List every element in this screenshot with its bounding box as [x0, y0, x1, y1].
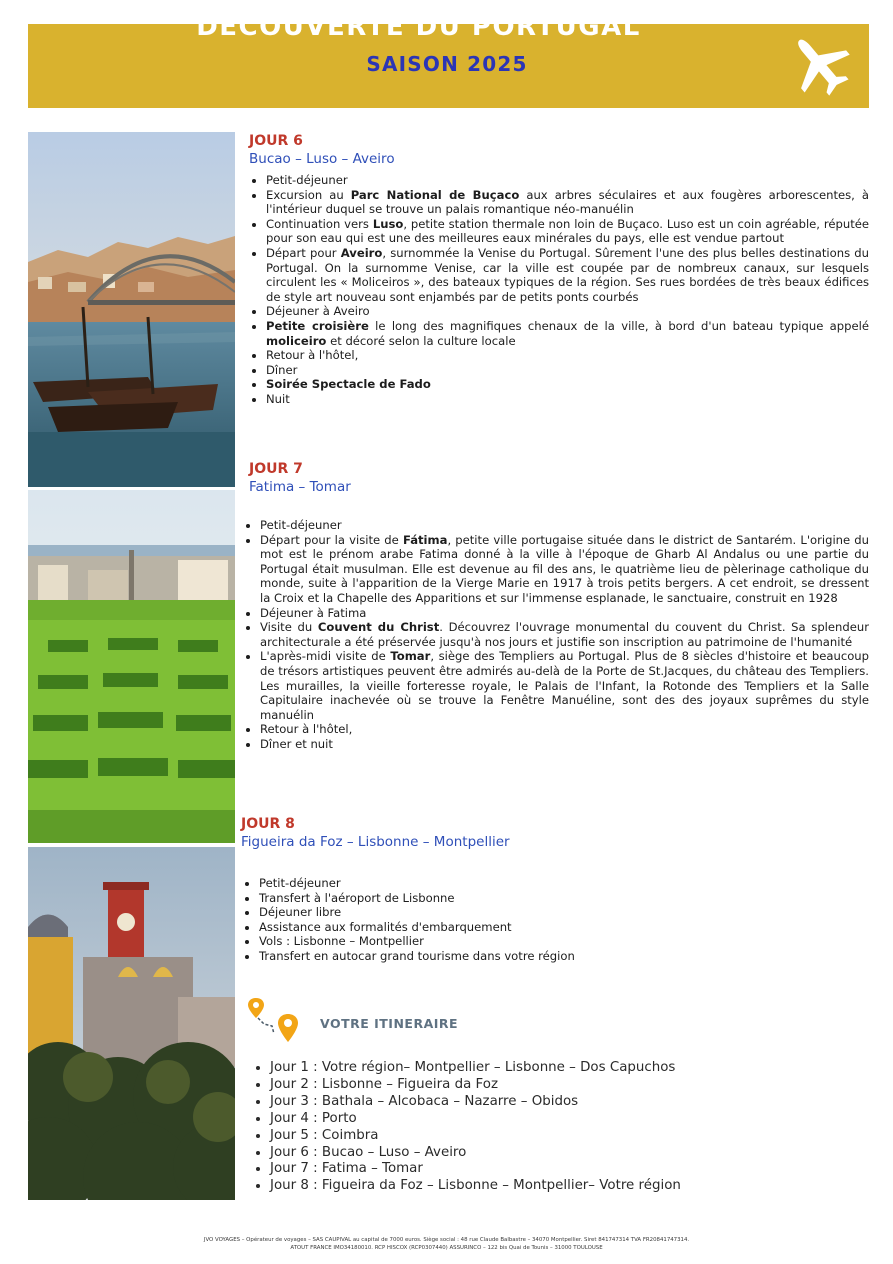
activity-text: Transfert en autocar grand tourisme dans votre région [259, 948, 575, 963]
lisbon-park-photo [28, 490, 235, 843]
activity-item [259, 934, 859, 949]
activity-text: Dîner et nuit [260, 736, 333, 751]
activity-highlight: Luso [372, 216, 404, 231]
activity-item [266, 173, 869, 188]
activity-text: Petit-déjeuner [266, 173, 348, 187]
activity-item [266, 377, 869, 392]
itinerary-item: • Jour 7 : Fatima – Tomar [270, 1161, 681, 1178]
activity-text: Continuation vers [266, 216, 373, 231]
activity-text: Dîner [266, 362, 298, 377]
day-8-title: JOUR 8 [241, 816, 295, 832]
activity-item [266, 319, 869, 348]
activity-highlight: Fátima [402, 532, 448, 547]
activity-text: , siège des Templiers au Portugal. Plus de 8 siècles d'histoire et beaucoup de trésors artistiques peuvent être admirés au-delà de la Porte de St.Jacques, du château des Templiers. Les murailles, la vieille forteresse royale, le Palais de l'Infant, la Rotonde des Templiers et la Salle Capitulaire inachevée où se trouve la Fenêtre Manuéline, sont des des joyaux suprêmes du style manuélin [260, 649, 869, 722]
activity-highlight: moliceiro [266, 333, 327, 348]
itinerary-item: • Jour 5 : Coimbra [270, 1128, 681, 1145]
activity-text: . Découvrez l'ouvrage monumental du couvent du Christ. Sa splendeur architecturale a été préservée jusqu'à nos jours et justifie son inscription au patrimoine de l'humanité [260, 620, 869, 649]
activity-text: Retour à l'hôtel, [266, 348, 359, 363]
activity-text: L'après-midi visite de [260, 649, 391, 664]
activity-text: le long des magnifiques chenaux de la ville, à bord d'un bateau typique appelé [368, 318, 869, 333]
activity-text: Vols : Lisbonne – Montpellier [259, 934, 424, 949]
activity-item [260, 533, 869, 606]
activity-item [260, 518, 869, 533]
activity-item [266, 348, 869, 363]
activity-text: , petite ville portugaise située dans le district de Santarém. L'origine du mot est le prénom arabe Fatima donné à la ville à l'époque de Gharb Al Andalus ou une partie du Portugal était musulman. Elle est devenue au fil des ans, le quatrième lieu de pèlerinage catholique du monde, suite à l'apparition de la Vierge Marie en 1917 à trois petits bergers. A cet endroit, se dressent la Croix et la Chapelle des Apparitions et sur l'immense esplanade, le sanctuaire, construit en 1928 [260, 532, 869, 605]
activity-item [266, 363, 869, 378]
footer-line-1: JVO VOYAGES – Opérateur de voyages – SAS CAUPIVAL au capital de 7000 euros. Siège social : 48 rue Claude Balbastre – 34070 Montpellier. Siret 84174731​4 TVA FR20841747314. [203, 1237, 690, 1243]
activity-text: Petit-déjeuner [259, 876, 341, 890]
activity-item [266, 217, 869, 246]
airplane-icon [782, 30, 858, 100]
activity-text: Assistance aux formalités d'embarquement [259, 919, 512, 934]
page-title: DECOUVERTE DU PORTUGAL [196, 12, 641, 42]
day-7-title: JOUR 7 [249, 461, 303, 477]
activity-item [260, 620, 869, 649]
activity-highlight: Parc National de Buçaco [350, 187, 520, 202]
activity-text: Déjeuner libre [259, 905, 342, 920]
itinerary-item: • Jour 6 : Bucao – Luso – Aveiro [270, 1145, 681, 1162]
activity-item [259, 891, 859, 906]
activity-highlight: Soirée Spectacle de Fado [266, 377, 431, 392]
itinerary-item: • Jour 1 : Votre région– Montpellier – Lisbonne – Dos Capuchos [270, 1060, 681, 1077]
itinerary-list [252, 1060, 681, 1195]
route-pin-icon [248, 996, 304, 1046]
sintra-palace-photo [28, 847, 235, 1200]
day-6-route: Bucao – Luso – Aveiro [249, 151, 395, 167]
footer-line-2: ATOUT FRANCE IMO34180010. RCP HISCOX (RCP0307440) ASSURINCO – 122 bis Quai de Tounis – 31000 TOULOUSE [290, 1245, 603, 1251]
activity-text: , surnommée la Venise du Portugal. Sûrement l'une des plus belles destinations du Portugal. On la surnomme Venise, car la ville est coupée par de nombreux canaux, sur lesquels circulent les « Moliceiros », des bateaux typiques de la région. Ses rues bordées de très beaux édifices de style art nouveau sont enjambés par de petits ponts courbés [266, 245, 869, 304]
activity-text: Départ pour la visite de [260, 532, 403, 547]
activity-item [260, 649, 869, 722]
activity-text: et décoré selon la culture locale [326, 333, 516, 348]
activity-highlight: Couvent du Christ [317, 620, 440, 635]
activity-text: Retour à l'hôtel, [260, 722, 353, 737]
activity-item [259, 949, 859, 964]
day-8-route: Figueira da Foz – Lisbonne – Montpellier [241, 834, 510, 850]
activity-text: Visite du [260, 620, 318, 635]
activity-highlight: Aveiro [340, 245, 383, 260]
activity-text: aux arbres séculaires et aux fougères arborescentes, à l'intérieur duquel se trouve un palais romantique néo-manuélin [266, 187, 870, 217]
activity-text: Déjeuner à Fatima [260, 605, 367, 620]
day-6-activities [248, 173, 869, 407]
activity-item [259, 920, 859, 935]
activity-text: Départ pour [266, 245, 341, 260]
activity-text: Nuit [266, 391, 290, 406]
activity-item [260, 722, 869, 737]
day-8-activities [241, 876, 859, 964]
activity-item [259, 905, 859, 920]
activity-item [260, 606, 869, 621]
day-6-title: JOUR 6 [249, 133, 303, 149]
porto-photo [28, 132, 235, 487]
activity-item [266, 304, 869, 319]
activity-item [259, 876, 859, 891]
activity-text: Transfert à l'aéroport de Lisbonne [259, 890, 455, 905]
day-7-route: Fatima – Tomar [249, 479, 351, 495]
activity-item [260, 737, 869, 752]
footer-legal [0, 1236, 893, 1252]
activity-highlight: Petite croisière [266, 318, 369, 333]
itinerary-item: • Jour 4 : Porto [270, 1111, 681, 1128]
activity-highlight: Tomar [390, 649, 431, 664]
page-subtitle: SAISON 2025 [366, 52, 528, 76]
activity-text: Petit-déjeuner [260, 518, 342, 532]
activity-item [266, 392, 869, 407]
itinerary-title: VOTRE ITINERAIRE [320, 1016, 459, 1031]
activity-item [266, 188, 869, 217]
activity-text: Excursion au [266, 187, 351, 202]
day-7-activities [242, 518, 869, 752]
itinerary-item: • Jour 2 : Lisbonne – Figueira da Foz [270, 1077, 681, 1094]
itinerary-item: • Jour 8 : Figueira da Foz – Lisbonne – Montpellier– Votre région [270, 1178, 681, 1195]
activity-text: Déjeuner à Aveiro [266, 304, 370, 319]
activity-item [266, 246, 869, 304]
activity-text: , petite station thermale non loin de Buçaco. Luso est un coin agréable, réputée pour son eau qui est une des meilleures eaux minérales du pays, elle est vendue partout [266, 216, 870, 246]
itinerary-item: • Jour 3 : Bathala – Alcobaca – Nazarre – Obidos [270, 1094, 681, 1111]
